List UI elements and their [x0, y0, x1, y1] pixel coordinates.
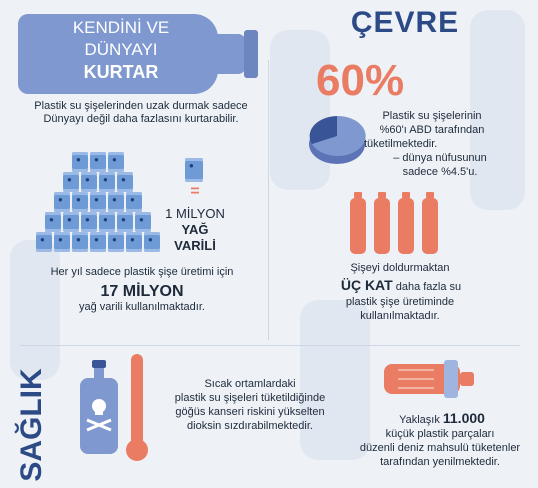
barrel-icon [135, 212, 151, 232]
save-description: Plastik su şişelerinden uzak durmak sadece Dünyayı değil daha fazlasını kurtarabilir. [34, 100, 248, 126]
barrel-icon [54, 192, 70, 212]
barrel-icon [72, 192, 88, 212]
barrel-icon [90, 152, 106, 172]
cevre-desc-5: sadece %4.5'u. [402, 166, 478, 178]
barrel-icon [63, 212, 79, 232]
barrel-icon [108, 232, 124, 252]
poison-bottle-icon [78, 360, 120, 456]
saglik-desc-2: plastik su şişeleri tüketildiğinde [174, 392, 326, 404]
cevre-title: ÇEVRE [350, 6, 460, 39]
barrel-icon [117, 172, 133, 192]
fish-desc-2: küçük plastik parçaları [385, 428, 495, 440]
refill-desc-4: kullanılmaktadır. [360, 310, 440, 322]
barrel-icon [90, 192, 106, 212]
barrel-icon [81, 172, 97, 192]
oil-unit-line2: VARİLİ [174, 238, 216, 253]
orange-bottles-icon [348, 192, 448, 254]
barrel-icon [99, 212, 115, 232]
barrel-icon [99, 172, 115, 192]
barrel-icon [63, 172, 79, 192]
barrel-icon [126, 232, 142, 252]
single-barrel-icon [185, 158, 203, 182]
barrel-icon [90, 232, 106, 252]
saglik-desc-3: göğüs kanseri riskini yükselten [175, 406, 325, 418]
saglik-title: SAĞLIK [15, 368, 48, 482]
barrel-icon [54, 232, 70, 252]
saglik-desc-4: dioksin sızdırabilmektedir. [187, 420, 313, 432]
cevre-desc-3: tüketilmektedir. [364, 138, 438, 150]
bottle-neck [216, 34, 246, 74]
cevre-desc-1: Plastik su şişelerinin [382, 110, 482, 122]
barrel-icon [72, 232, 88, 252]
refill-desc-2-line [306, 277, 496, 294]
barrel-icon [36, 232, 52, 252]
refill-desc-3: plastik şişe üretiminde [345, 296, 455, 308]
fish-desc-4: tarafından yenilmektedir. [380, 456, 500, 468]
barrel-icon [108, 192, 124, 212]
refill-desc-1: Şişeyi doldurmaktan [350, 262, 450, 274]
fish-highlight: 11.000 [442, 410, 485, 426]
cevre-percent: 60% [316, 56, 405, 105]
fish-desc-3: düzenli deniz mahsulü tüketenler [359, 442, 521, 454]
fish-desc-1-line [362, 410, 522, 427]
cevre-desc-4: – dünya nüfusunun [393, 152, 487, 164]
fish-bottle-icon [384, 360, 480, 398]
vertical-divider [268, 60, 269, 340]
thermometer-icon [124, 354, 150, 464]
horizontal-divider [20, 345, 520, 346]
equals-sign: = [190, 183, 200, 200]
oil-amount: 1 MİLYON [165, 206, 225, 221]
oil-desc-prefix: Her yıl sadece plastik şişe üretimi için [50, 266, 234, 278]
title-line2: DÜNYAYI [84, 40, 158, 59]
fish-desc-prefix: Yaklaşık [399, 414, 443, 426]
title-line1: KENDİNİ VE [72, 18, 170, 37]
oil-unit-line1: YAĞ [181, 222, 209, 237]
title-line3: KURTAR [83, 62, 159, 82]
cevre-desc-2: %60'ı ABD tarafından [379, 124, 485, 136]
barrel-icon [117, 212, 133, 232]
bottle-cap [244, 30, 258, 78]
saglik-desc-1: Sıcak ortamlardaki [204, 378, 296, 390]
refill-desc-2: daha fazla su [392, 281, 462, 293]
pie-chart-icon [306, 104, 368, 168]
barrel-icon [81, 212, 97, 232]
barrel-icon [45, 212, 61, 232]
refill-highlight: ÜÇ KAT [340, 277, 393, 293]
barrel-icon [108, 152, 124, 172]
oil-desc-highlight: 17 MİLYON [100, 283, 184, 300]
barrel-icon [72, 152, 88, 172]
barrel-icon [126, 192, 142, 212]
oil-desc-suffix: yağ varili kullanılmaktadır. [79, 301, 205, 313]
